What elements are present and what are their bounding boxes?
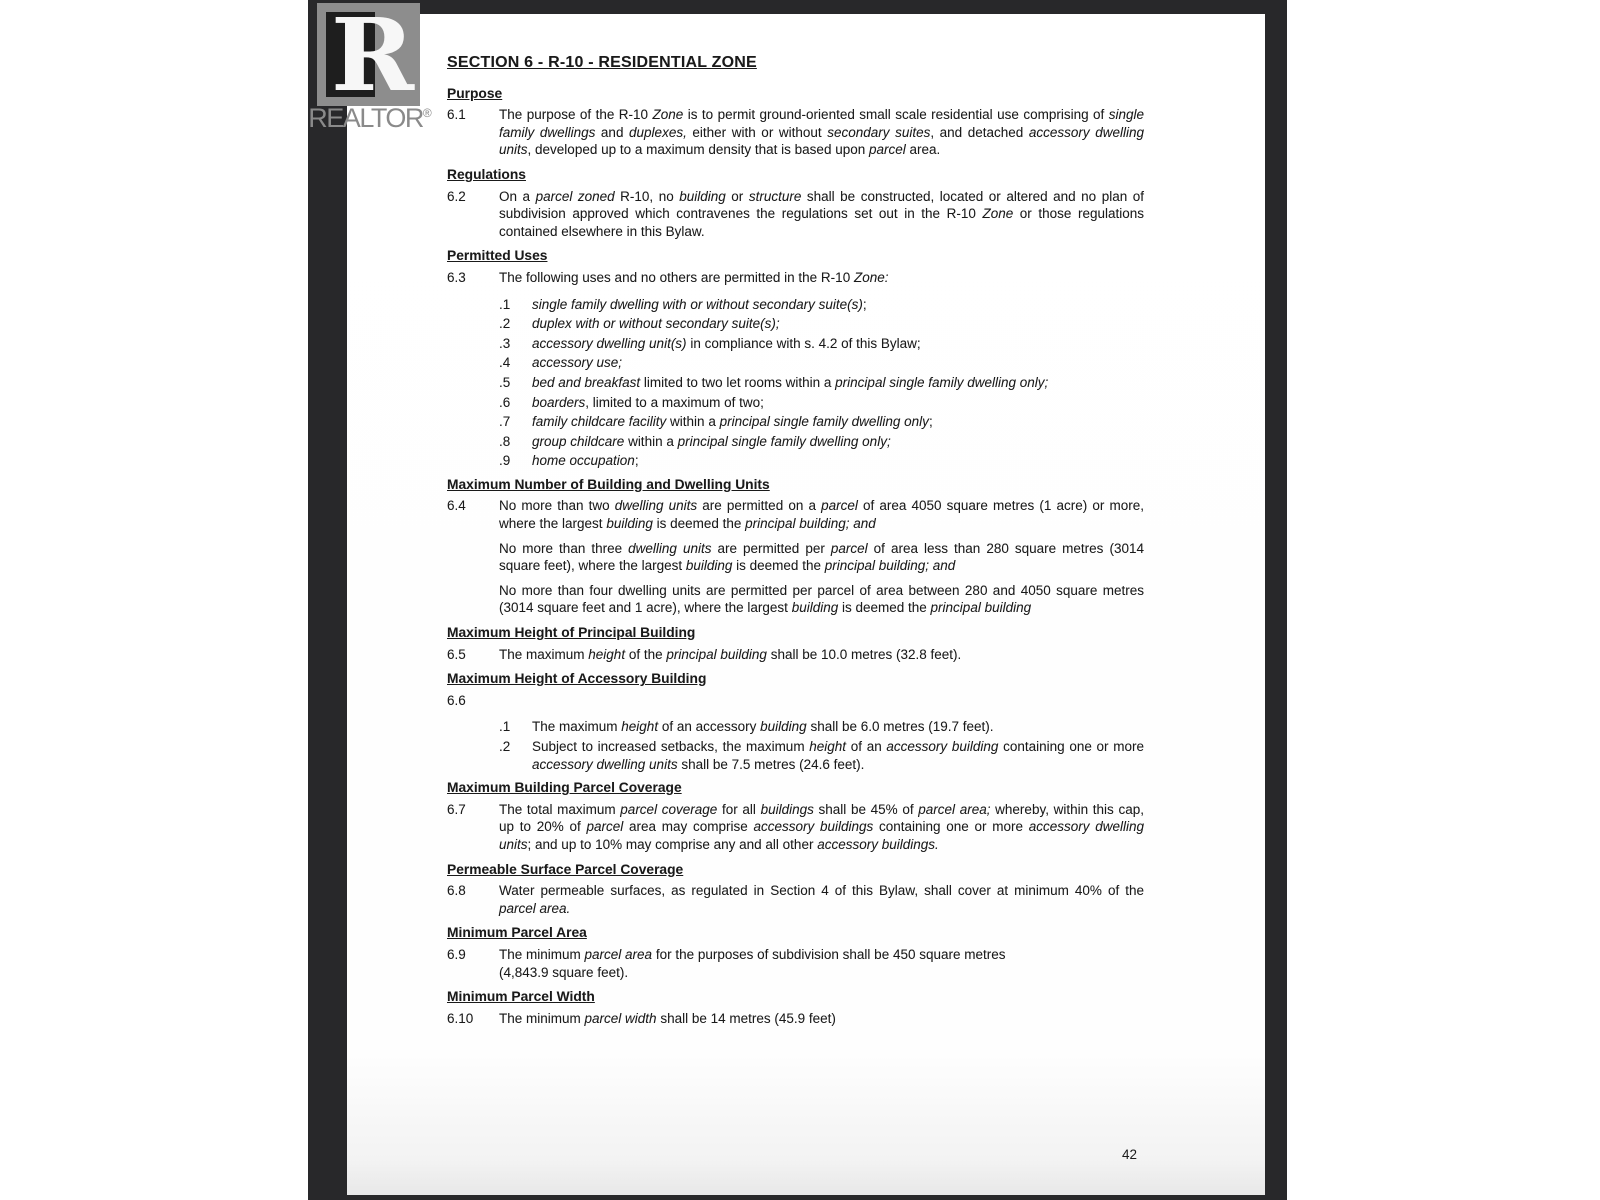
clause-6-9: [447, 946, 1144, 981]
clause-number: 6.10: [447, 1010, 474, 1026]
heading-purpose: Purpose: [447, 85, 503, 101]
heading-minimum-parcel-area: Minimum Parcel Area: [447, 925, 587, 941]
clause-number: 6.6: [447, 692, 466, 708]
document-page[interactable]: [347, 14, 1265, 1195]
clause-number: 6.8: [447, 883, 466, 899]
heading-maximum-height-of-accessory-building: Maximum Height of Accessory Building: [447, 671, 707, 687]
clause-number: .7: [499, 414, 511, 430]
clause-number: .5: [499, 374, 511, 390]
clause-text: The total maximum parcel coverage for all buildings shall be 45% of parcel area; whereby, within this cap, up to 20% of parcel area may comprise accessory buildings containing one or more accessory dwelling units; and up to 10% may comprise any and all other accessory buildings.: [499, 801, 1144, 852]
clause-number: .1: [499, 719, 511, 735]
list-item-6: [499, 394, 1144, 412]
list-item-8: [499, 433, 1144, 451]
realtor-r-icon: R: [330, 3, 415, 106]
clause-text: Subject to increased setbacks, the maximum height of an accessory building containing one or more accessory dwelling units shall be 7.5 metres (24.6 feet).: [532, 739, 1144, 772]
clause-text: family childcare facility within a principal single family dwelling only;: [532, 414, 933, 430]
clause-text: The maximum height of an accessory building shall be 6.0 metres (19.7 feet).: [532, 719, 994, 735]
clause-number: 6.3: [447, 269, 466, 285]
clause-text: The following uses and no others are permitted in the R-10 Zone:: [499, 269, 889, 285]
heading-maximum-height-of-principal-building: Maximum Height of Principal Building: [447, 625, 696, 641]
clause-number: .6: [499, 394, 511, 410]
clause-text: The maximum height of the principal building shall be 10.0 metres (32.8 feet).: [499, 646, 962, 662]
clause-6-1: [447, 106, 1144, 159]
heading-permitted-uses: Permitted Uses: [447, 248, 548, 264]
clause-number: 6.9: [447, 946, 466, 962]
list-item-4: [499, 354, 1144, 372]
clause-number: .3: [499, 335, 511, 351]
clause-text: The minimum parcel width shall be 14 metres (45.9 feet): [499, 1010, 836, 1026]
realtor-wordmark: [299, 103, 441, 134]
clause-text: home occupation;: [532, 453, 639, 469]
clause-6-10: [447, 1010, 1144, 1028]
clause-cont: [447, 582, 1144, 617]
clause-number: .1: [499, 296, 511, 312]
clause-text: The purpose of the R-10 Zone is to permit ground-oriented small scale residential use comprising of single family dwellings and duplexes, either with or without secondary suites, and detached accessory dwelling units, developed up to a maximum density that is based upon parcel area.: [499, 107, 1144, 158]
heading-regulations: Regulations: [447, 166, 526, 182]
clause-text: The minimum parcel area for the purposes of subdivision shall be 450 square metres (4,843.9 square feet).: [499, 946, 1006, 980]
list-item-3: [499, 335, 1144, 353]
heading-minimum-parcel-width: Minimum Parcel Width: [447, 989, 595, 1005]
clause-cont: [447, 540, 1144, 575]
clause-text: No more than three dwelling units are permitted per parcel of area less than 280 square metres (3014 square feet), where the largest building is deemed the principal building; and: [499, 540, 1144, 574]
list-item-9: [499, 452, 1144, 470]
clause-number: .9: [499, 453, 511, 469]
clause-6-4: [447, 497, 1144, 532]
clause-number: 6.1: [447, 107, 466, 123]
clause-6-3: [447, 269, 1144, 287]
clause-6-2: [447, 188, 1144, 241]
list-item-1: [499, 296, 1144, 314]
clause-text: accessory use;: [532, 355, 623, 371]
clause-number: 6.2: [447, 188, 466, 204]
clause-number: 6.4: [447, 498, 466, 514]
clause-text: boarders, limited to a maximum of two;: [532, 394, 764, 410]
clause-number: .8: [499, 433, 511, 449]
clause-number: 6.7: [447, 801, 466, 817]
realtor-wordmark-text: REALTOR: [308, 103, 423, 133]
clause-number: .2: [499, 739, 511, 754]
clause-text: No more than four dwelling units are permitted per parcel of area between 280 and 4050 square metres (3014 square feet and 1 acre), where the largest building is deemed the principal building: [499, 582, 1144, 616]
section-title: SECTION 6 - R-10 - RESIDENTIAL ZONE: [447, 54, 757, 71]
clause-text: accessory dwelling unit(s) in compliance with s. 4.2 of this Bylaw;: [532, 335, 921, 351]
clause-number: .2: [499, 316, 511, 332]
page-number: 42: [1122, 1147, 1138, 1162]
clause-6-5: [447, 646, 1144, 664]
clause-number: .4: [499, 355, 511, 371]
document-content: [447, 54, 1144, 1034]
clause-text: group childcare within a principal single family dwelling only;: [532, 433, 891, 449]
clause-6-7: [447, 801, 1144, 854]
list-item-2: [499, 738, 1144, 773]
clause-6-6: [447, 692, 1144, 710]
clause-text: No more than two dwelling units are permitted on a parcel of area 4050 square metres (1 acre) or more, where the largest building is deemed the principal building; and: [499, 498, 1144, 532]
clause-text: bed and breakfast limited to two let rooms within a principal single family dwelling only;: [532, 374, 1049, 390]
heading-permeable-surface-parcel-coverage: Permeable Surface Parcel Coverage: [447, 861, 684, 877]
clause-text: Water permeable surfaces, as regulated in Section 4 of this Bylaw, shall cover at minimum 40% of the parcel area.: [499, 883, 1144, 916]
heading-maximum-building-parcel-coverage: Maximum Building Parcel Coverage: [447, 780, 682, 796]
registered-trademark-icon: ®: [422, 106, 432, 120]
clause-6-8: [447, 882, 1144, 917]
clause-text: duplex with or without secondary suite(s);: [532, 316, 780, 332]
realtor-logo: [317, 3, 420, 106]
heading-maximum-number-of-building-and-dwelling-units: Maximum Number of Building and Dwelling Units: [447, 476, 770, 492]
clause-text: On a parcel zoned R-10, no building or structure shall be constructed, located or altered and no plan of subdivision approved which contravenes the regulations set out in the R-10 Zone or those regulations contained elsewhere in this Bylaw.: [499, 188, 1144, 239]
clause-number: 6.5: [447, 646, 466, 662]
list-item-7: [499, 413, 1144, 431]
list-item-1: [499, 718, 1144, 736]
clause-text: single family dwelling with or without secondary suite(s);: [532, 296, 867, 312]
list-item-2: [499, 315, 1144, 333]
list-item-5: [499, 374, 1144, 392]
